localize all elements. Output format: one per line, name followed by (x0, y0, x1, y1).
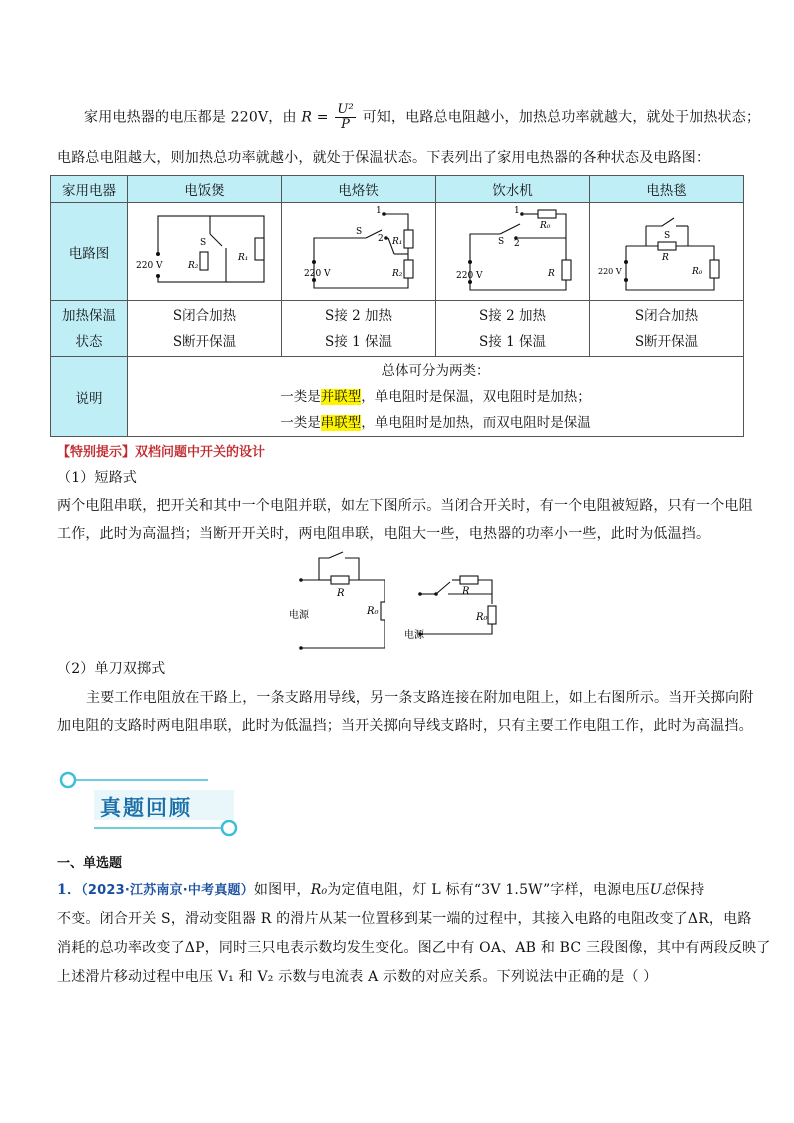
note-cell: 总体可分为两类： 一类是并联型，单电阻时是保温，双电阻时是加热； 一类是串联型，单电阻时是加热，而双电阻时是保温 (128, 357, 744, 437)
header-cell: 电烙铁 (282, 176, 436, 203)
circuit-label: 220 V (135, 260, 163, 271)
circuit-label: R₁ (237, 252, 248, 263)
header-cell: 家用电器 (51, 176, 128, 203)
circuit-label: 220 V (303, 268, 331, 279)
circuit-label: R (547, 268, 555, 279)
figure-label: R₀ (476, 612, 488, 623)
tip-s1-line: 工作，此时为高温挡；当断开开关时，两电阻串联，电阻大一些，电热器的功率小一些，此时为低温挡。 (57, 526, 711, 542)
circuit-cell (590, 203, 744, 301)
question-line-2: 不变。闭合开关 S，滑动变阻器 R 的滑片从某一位置移到某一端的过程中，其接入电路的电阻改变了ΔR，电路 (57, 911, 752, 927)
row-label: 说明 (51, 357, 128, 437)
circuit-soldering-iron (284, 204, 434, 296)
tip-s2-line: 加电阻的支路时两电阻串联，此时为低温挡；当开关掷向导线支路时，只有主要工作电阻工作，此时为高温挡。 (57, 718, 753, 734)
question-heading: 一、单选题 (57, 856, 123, 871)
tip-s1-title: （1）短路式 (57, 470, 138, 486)
circuit-label: S (355, 226, 362, 237)
circuit-rice-cooker (130, 204, 280, 296)
question-line-4: 上述滑片移动过程中电压 V₁ 和 V₂ 示数与电流表 A 示数的对应关系。下列说法中正确的是（ ） (57, 969, 658, 985)
circuit-label: 1 (513, 205, 520, 216)
table-row-circuit (51, 203, 744, 301)
state-cell: S接 2 加热 S接 1 保温 (282, 301, 436, 357)
row-label: 电路图 (51, 203, 128, 301)
circuit-electric-blanket (592, 204, 742, 296)
circuit-cell (282, 203, 436, 301)
appliance-table (50, 175, 744, 437)
figure-label: 电源 (404, 630, 424, 641)
circuit-label: R₂ (391, 268, 402, 279)
intro-line-2: 电路总电阻越大，则加热总功率就越小，就处于保温状态。下表列出了家用电热器的各种状态及电路图： (57, 150, 711, 166)
circuit-label: 2 (513, 238, 520, 249)
tip-s2-line: 主要工作电阻放在干路上，一条支路用导线，另一条支路连接在附加电阻上，如上右图所示。当开关掷向附 (86, 690, 754, 706)
formula-fraction: $\frac{\text{U²}}{P}$ (337, 102, 354, 132)
tip-s2-title: （2）单刀双掷式 (57, 661, 166, 677)
circuit-label: S (663, 230, 670, 241)
intro-line-1: 家用电热器的电压都是 220V，由 R = $\frac{\text{U²}}{P}$ 可知，电路总电阻越小，加热总功率就越大，就处于加热状态； (84, 102, 761, 132)
tip-s1-line: 两个电阻串联，把开关和其中一个电阻并联，如左下图所示。当闭合开关时，有一个电阻被短路，只有一个电阻 (57, 498, 753, 514)
figure-label: R (462, 586, 470, 597)
header-cell: 电热毯 (590, 176, 744, 203)
question-line-3: 消耗的总功率改变了ΔP，同时三只电表示数均发生变化。图乙中有 OA、AB 和 BC 三段图像，其中有两段反映了 (57, 940, 771, 956)
question-number: 1． (57, 882, 82, 898)
figure-spdt (400, 566, 504, 650)
tip-title: 【特别提示】双档问题中开关的设计 (57, 445, 266, 460)
figure-label: R₀ (367, 606, 379, 617)
state-cell: S闭合加热 S断开保温 (128, 301, 282, 357)
question-line-1: 1．（2023·江苏南京·中考真题）如图甲，R₀为定值电阻，灯 L 标有“3V 1.5W”字样，电源电压U总保持 (57, 882, 705, 898)
circuit-label: 220 V (597, 266, 622, 276)
circuit-label: S (199, 237, 206, 248)
formula-lhs: R = (301, 109, 329, 126)
table-row-note (51, 357, 744, 437)
circuit-label: R₀ (691, 266, 702, 277)
circuit-cell (128, 203, 282, 301)
table-header-row (51, 176, 744, 203)
circuit-label: S (497, 236, 504, 247)
state-cell: S接 2 加热 S接 1 保温 (436, 301, 590, 357)
question-source: （2023·江苏南京·中考真题） (81, 883, 254, 898)
highlight-series: 串联型 (320, 414, 362, 431)
highlight-parallel: 并联型 (320, 388, 362, 405)
circuit-water-dispenser (438, 204, 588, 296)
table-row-state (51, 301, 744, 357)
circuit-label: R₀ (539, 220, 550, 231)
circuit-label: R₂ (187, 260, 198, 271)
header-cell: 电饭煲 (128, 176, 282, 203)
circuit-label: R (661, 252, 669, 263)
circuit-cell (436, 203, 590, 301)
figure-label: R (337, 588, 345, 599)
figure-short-circuit (285, 548, 385, 654)
circuit-label: 1 (375, 205, 382, 216)
header-cell: 饮水机 (436, 176, 590, 203)
figure-label: 电源 (289, 610, 309, 621)
circuit-label: 220 V (455, 270, 483, 281)
circuit-label: R₁ (391, 236, 402, 247)
row-label: 加热保温 状态 (51, 301, 128, 357)
section-title: 真题回顾 (100, 796, 192, 820)
circuit-label: 2 (377, 233, 384, 244)
state-cell: S闭合加热 S断开保温 (590, 301, 744, 357)
